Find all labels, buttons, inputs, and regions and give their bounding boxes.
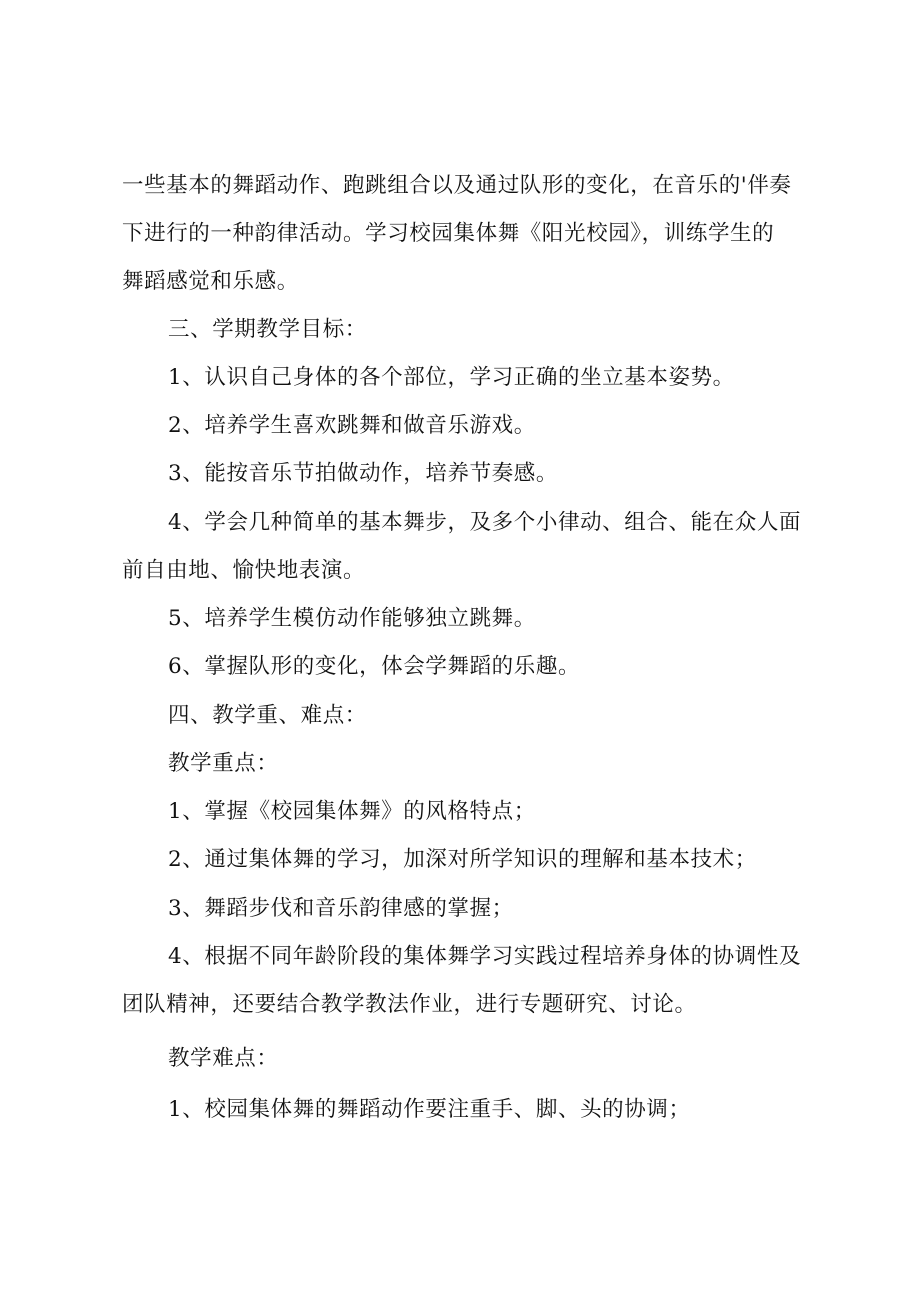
list-item: 3、舞蹈步伐和音乐韵律感的掌握； [168,896,514,921]
list-item: 3、能按音乐节拍做动作，培养节奏感。 [168,461,558,486]
list-item: 1、掌握《校园集体舞》的风格特点； [168,799,536,824]
paragraph-line: 舞蹈感觉和乐感。 [122,269,299,294]
paragraph-line: 一些基本的舞蹈动作、跑跳组合以及通过队形的变化，在音乐的'伴奏 [122,173,792,198]
list-item-continuation: 前自由地、愉快地表演。 [122,558,366,583]
list-item-continuation: 团队精神，还要结合教学教法作业，进行专题研究、讨论。 [122,992,697,1017]
list-item: 2、通过集体舞的学习，加深对所学知识的理解和基本技术； [168,847,757,872]
section-heading: 三、学期教学目标： [168,317,367,342]
subsection-heading: 教学重点： [168,751,279,776]
paragraph-line: 下进行的一种韵律活动。学习校园集体舞《阳光校园》，训练学生的 [122,221,775,246]
section-heading: 四、教学重、难点： [168,703,367,728]
list-item: 1、校园集体舞的舞蹈动作要注重手、脚、头的协调； [168,1097,691,1122]
list-item: 4、学会几种简单的基本舞步，及多个小律动、组合、能在众人面 [168,510,802,535]
list-item: 6、掌握队形的变化，体会学舞蹈的乐趣。 [168,654,581,679]
list-item: 5、培养学生模仿动作能够独立跳舞。 [168,606,536,631]
list-item: 1、认识自己身体的各个部位，学习正确的坐立基本姿势。 [168,365,735,390]
list-item: 2、培养学生喜欢跳舞和做音乐游戏。 [168,413,536,438]
subsection-heading: 教学难点： [168,1046,279,1071]
list-item: 4、根据不同年龄阶段的集体舞学习实践过程培养身体的协调性及 [168,944,802,969]
